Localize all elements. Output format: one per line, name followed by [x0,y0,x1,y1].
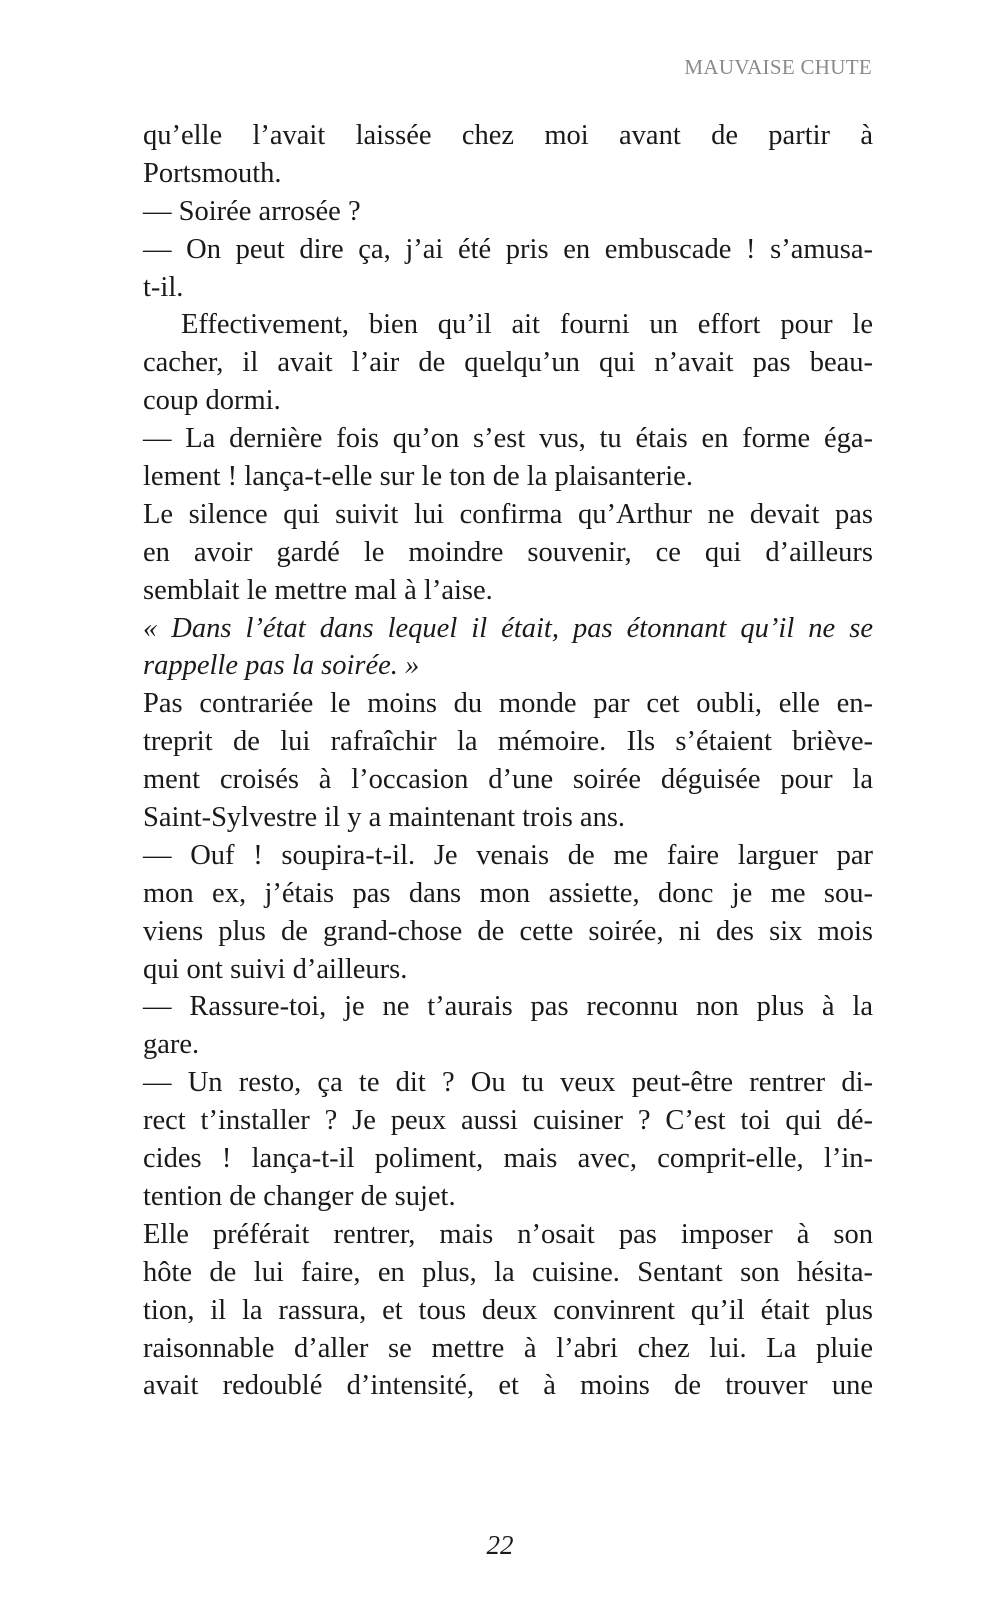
text-line: mon ex, j’étais pas dans mon assiette, donc je me sou- [143,877,873,909]
text-line: tention de changer de sujet. [143,1180,456,1212]
text-line: en avoir gardé le moindre souvenir, ce qui d’ailleurs [143,536,873,568]
text-line: cides ! lança-t-il poliment, mais avec, comprit-elle, l’in- [143,1143,873,1175]
text-line: — Ouf ! soupira-t-il. Je venais de me faire larguer par [143,839,873,871]
text-line: — La dernière fois qu’on s’est vus, tu étais en forme éga- [143,423,873,455]
text-line: qu’elle l’avait laissée chez moi avant de partir à [143,120,873,151]
text-line: Le silence qui suivit lui confirma qu’Arthur ne devait pas [143,498,873,530]
text-line: rect t’installer ? Je peux aussi cuisiner ? C’est toi qui dé- [143,1105,873,1137]
text-line: semblait le mettre mal à l’aise. [143,574,493,606]
page-number: 22 [486,1530,514,1560]
text-line: Saint-Sylvestre il y a maintenant trois ans. [143,802,626,834]
text-line: rappelle pas la soirée. » [143,650,420,682]
text-line: raisonnable d’aller se mettre à l’abri chez lui. La pluie [143,1332,873,1364]
text-line: hôte de lui faire, en plus, la cuisine. Sentant son hésita- [143,1256,873,1288]
text-line: tion, il la rassura, et tous deux convinrent qu’il était plus [143,1294,873,1326]
text-line: coup dormi. [143,385,281,417]
running-header-title: MAUVAISE CHUTE [684,55,872,79]
text-line: — Rassure-toi, je ne t’aurais pas reconnu non plus à la [143,991,873,1023]
text-line: — Un resto, ça te dit ? Ou tu veux peut-être rentrer di- [143,1067,873,1099]
text-line: ment croisés à l’occasion d’une soirée déguisée pour la [143,764,873,796]
text-line: Portsmouth. [143,157,282,189]
text-line: « Dans l’état dans lequel il était, pas étonnant qu’il ne se [143,612,873,644]
text-line: gare. [143,1029,200,1061]
text-line: qui ont suivi d’ailleurs. [143,953,408,985]
text-line: viens plus de grand-chose de cette soirée, ni des six mois [143,915,873,947]
body-text [143,117,873,1405]
text-line: — On peut dire ça, j’ai été pris en embuscade ! s’amusa- [143,233,873,265]
text-line: t-il. [143,271,184,303]
text-line: cacher, il avait l’air de quelqu’un qui n’avait pas beau- [143,347,873,379]
text-line: Pas contrariée le moins du monde par cet oubli, elle en- [143,688,873,720]
text-line: — Soirée arrosée ? [143,195,361,227]
text-line: lement ! lança-t-elle sur le ton de la plaisanterie. [143,461,693,493]
text-line: Elle préférait rentrer, mais n’osait pas imposer à son [143,1218,873,1250]
text-line: Effectivement, bien qu’il ait fourni un effort pour le [181,309,873,341]
text-line: avait redoublé d’intensité, et à moins de trouver une [143,1370,873,1402]
text-line: treprit de lui rafraîchir la mémoire. Ils s’étaient briève- [143,726,873,758]
